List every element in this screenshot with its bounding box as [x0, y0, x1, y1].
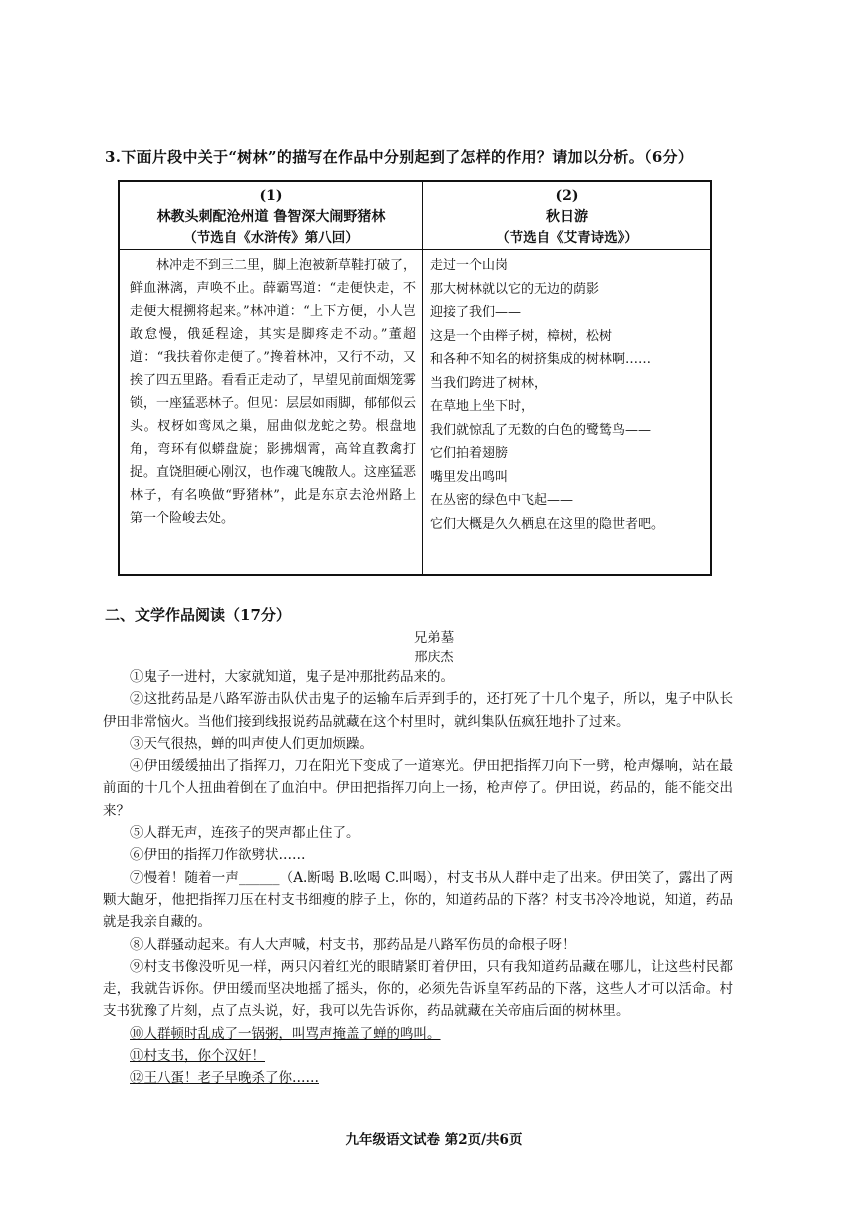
story-paragraph: ①鬼子一进村，大家就知道，鬼子是冲那批药品来的。 — [130, 669, 454, 685]
poem-line: 在丛密的绿色中飞起—— — [430, 493, 574, 508]
left-excerpt — [130, 254, 416, 530]
story-paragraph: ⑨村支书像没听见一样，两只闪着红光的眼睛紧盯着伊田，只有我知道药品藏在哪儿，让这些村民都走，我就告诉你。伊田缓而坚决地摇了摇头，你的，必须先告诉皇军药品的下落，这些人才可以活命。村支书犹豫了片刻，点了点头说，好，我可以先告诉你，药品就藏在关帝庙后面的树林里。 — [103, 958, 733, 1020]
story-paragraph: ⑦慢着！随着一声______（A.断喝 B.吆喝 C.叫喝），村支书从人群中走了出来。伊田笑了，露出了两颗大龅牙，他把指挥刀压在村支书细瘦的脖子上，你的，知道药品的下落？村支书冷冷地说，知道，药品就是我亲自藏的。 — [103, 869, 733, 931]
story-paragraph: ⑧人群骚动起来。有人大声喊，村支书，那药品是八路军伤员的命根子呀！ — [130, 936, 576, 953]
story-paragraph: ⑤人群无声，连孩子的哭声都止住了。 — [130, 825, 360, 842]
right-header — [424, 186, 710, 249]
story-paragraph: ③天气很热，蝉的叫声使人们更加烦躁。 — [130, 735, 373, 752]
poem-line: 当我们跨进了树林， — [430, 375, 548, 391]
underlined-paragraph — [103, 1023, 733, 1045]
section-2-heading: 二、文学作品阅读（17分） — [105, 606, 291, 624]
right-number: (2) — [555, 188, 579, 204]
poem-line: 这是一个由榉子树，樟树，松树 — [430, 328, 613, 344]
comparison-table — [118, 180, 712, 576]
left-number: (1) — [259, 188, 283, 204]
poem-line: 嘴里发出鸣叫 — [430, 469, 509, 485]
story-paragraph: ②这批药品是八路军游击队伏击鬼子的运输车后弄到手的，还打死了十几个鬼子，所以，鬼子中队长伊田非常恼火。当他们接到线报说药品就藏在这个村里时，就纠集队伍疯狂地扑了过来。 — [103, 691, 733, 730]
underlined-paragraph — [103, 1045, 733, 1067]
table-header-divider — [120, 249, 710, 250]
page-footer: 九年级语文试卷 第2页/共6页 — [345, 1132, 523, 1148]
story-author: 邢庆杰 — [414, 650, 454, 665]
right-source: （节选自《艾青诗选》） — [496, 230, 638, 246]
story-title: 兄弟墓 — [413, 630, 455, 646]
underlined-text: ⑫王八蛋！老子早晚杀了你…… — [130, 1070, 319, 1087]
story-paragraph: ④伊田缓缓抽出了指挥刀，刀在阳光下变成了一道寒光。伊田把指挥刀向下一劈，枪声爆响，站在最前面的十几个人扭曲着倒在了血泊中。伊田把指挥刀向上一扬，枪声停了。伊田说，药品的，能不能交出来？ — [103, 758, 733, 819]
poem-line: 它们拍着翅膀 — [430, 446, 509, 461]
poem-line: 我们就惊乱了无数的白色的鹭鸶鸟—— — [430, 422, 652, 438]
poem-line: 迎接了我们—— — [430, 305, 522, 320]
underlined-paragraph — [103, 1067, 733, 1089]
left-source: （节选自《水浒传》第八回） — [183, 230, 359, 246]
right-title: 秋日游 — [546, 209, 588, 225]
question-3: 3.下面片段中关于“树林”的描写在作品中分别起到了怎样的作用？请加以分析。（6分） — [105, 148, 694, 166]
table-column-divider — [422, 182, 423, 574]
story-body — [103, 666, 733, 1090]
left-header — [120, 186, 422, 249]
story-paragraph: ⑥伊田的指挥刀作欲劈状…… — [130, 847, 306, 864]
left-excerpt-text: 林冲走不到三二里，脚上泡被新草鞋打破了，鲜血淋漓，声唤不止。薛霸骂道：“走便快走，不走便大棍搠将起来。”林冲道：“上下方便，小人岂敢怠慢，俄延程途，其实是脚疼走不动。”董超道：“我扶着你走便了。”搀着林冲，又行不动，又挨了四五里路。看看正走动了，早望见前面烟笼雾锁，一座猛恶林子。但见：层层如雨脚，郁郁似云头。杈枒如鸾凤之巢，屈曲似龙蛇之势。根盘地角，弯环有似蟒盘旋；影拂烟霄，高耸直教禽打捉。直饶胆硬心刚汉，也作魂飞魄散人。这座猛恶林子，有名唤做“野猪林”，此是东京去沧州路上第一个险峻去处。 — [130, 258, 417, 526]
underlined-text: ⑩人群顿时乱成了一锅粥，叫骂声掩盖了蝉的鸣叫。 — [130, 1025, 441, 1042]
poem-line: 和各种不知名的树挤集成的树林啊…… — [430, 352, 652, 367]
poem-line: 走过一个山岗 — [430, 258, 509, 273]
poem-line: 那大树林就以它的无边的荫影 — [430, 281, 600, 297]
poem-line: 在草地上坐下时， — [430, 399, 535, 414]
underlined-text: ⑪村支书，你个汉奸！ — [130, 1048, 265, 1065]
right-poem — [430, 254, 708, 536]
poem-line: 它们大概是久久栖息在这里的隐世者吧。 — [430, 516, 665, 532]
left-title: 林教头刺配沧州道 鲁智深大闹野猪林 — [156, 209, 386, 225]
